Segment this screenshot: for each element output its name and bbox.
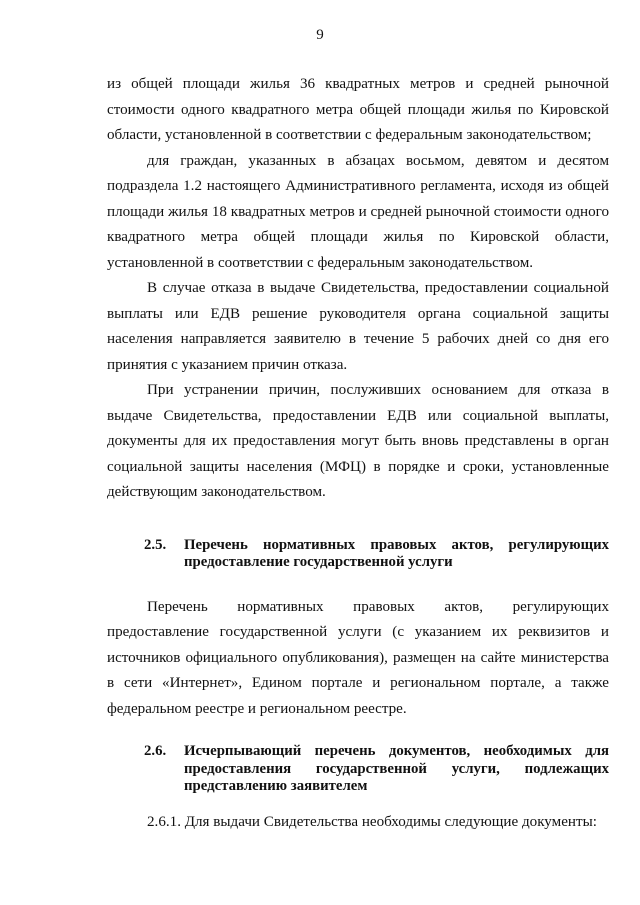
section-heading-2-6 <box>107 743 609 796</box>
section-heading-2-5 <box>107 537 609 572</box>
paragraph-refusal-decision: В случае отказа в выдаче Свидетельства, предоставлении социальной выплаты или ЕДВ решение руководителя органа социальной защиты населения направляется заявителю в течение 5 рабочих дней со дня его принятия с указанием причин отказа. <box>107 280 609 373</box>
section-number: 2.6. <box>144 743 167 759</box>
page-number: 9 <box>316 27 324 43</box>
spacer <box>107 796 609 810</box>
spacer <box>107 506 609 537</box>
spacer <box>107 722 609 743</box>
spacer <box>107 572 609 595</box>
section-title: Исчерпывающий перечень документов, необходимых для предоставления государственной услуги, подлежащих представлению заявителем <box>184 743 609 794</box>
section-number: 2.5. <box>144 536 167 553</box>
section-title: Перечень нормативных правовых актов, регулирующих предоставление государственной услуги <box>184 536 609 570</box>
paragraph-resubmission: При устранении причин, послуживших основанием для отказа в выдаче Свидетельства, предоставлении ЕДВ или социальной выплаты, документы для их предоставления могут быть вновь представлены в орган социальной защиты населения (МФЦ) в порядке и сроки, установленные действующим законодательством. <box>107 382 609 500</box>
paragraph-certificate-documents: 2.6.1. Для выдачи Свидетельства необходимы следующие документы: <box>147 813 597 830</box>
paragraph-legal-acts-list: Перечень нормативных правовых актов, регулирующих предоставление государственной услуги (с указанием их реквизитов и источников официального опубликования), размещен на сайте министерства в сети «Интернет», Едином портале и региональном портале, а также федеральном реестре и региональном реестре. <box>107 598 609 717</box>
document-body <box>107 72 609 835</box>
paragraph-living-area-36: из общей площади жилья 36 квадратных метров и средней рыночной стоимости одного квадратного метра общей площади жилья по Кировской области, установленной в соответствии с федеральным законодательством; <box>107 76 609 143</box>
paragraph-living-area-18: для граждан, указанных в абзацах восьмом, девятом и десятом подраздела 1.2 настоящего Административного регламента, исходя из общей площади жилья 18 квадратных метров и средней рыночной стоимости одного квадратного метра общей площади жилья по Кировской области, установленной в соответствии с федеральным законодательством. <box>107 152 609 271</box>
